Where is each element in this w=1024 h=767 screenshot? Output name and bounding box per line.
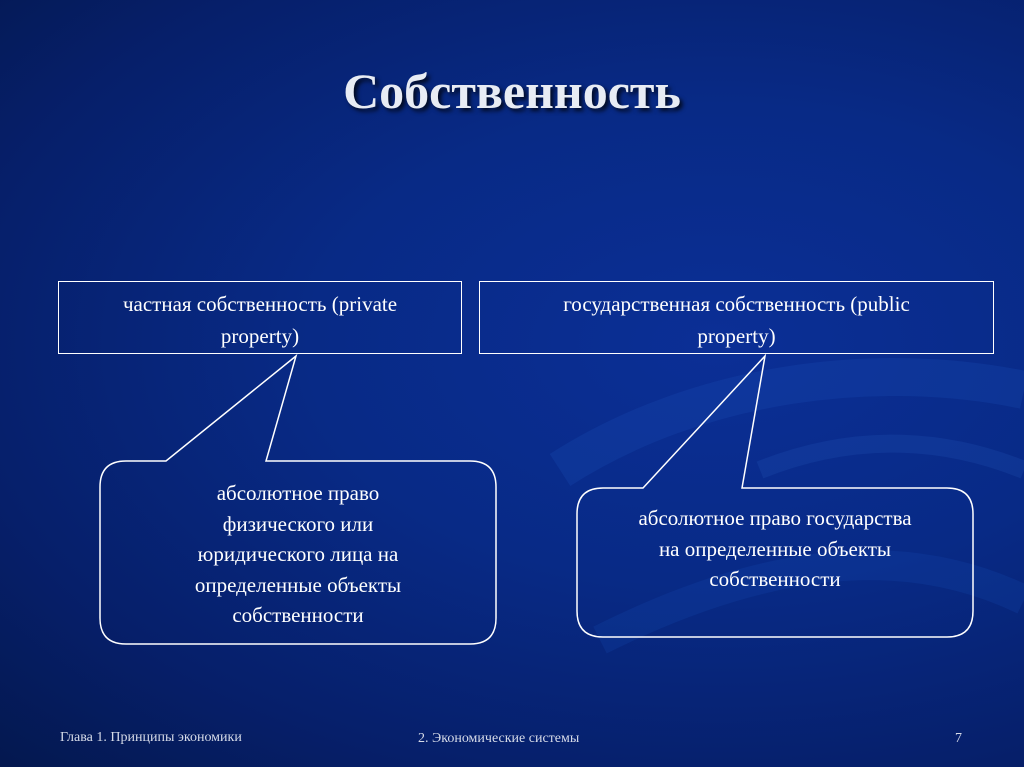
- private-property-label-line2: property): [220, 324, 300, 348]
- private-property-label-line1: частная собственность (private: [122, 292, 398, 316]
- private-definition-line: физического или: [222, 511, 374, 536]
- footer-page-number: 7: [955, 731, 962, 746]
- public-definition-callout-shape: [577, 356, 973, 637]
- footer-section: 2. Экономические системы: [418, 731, 580, 746]
- public-property-label-line2: property): [697, 324, 776, 348]
- slide-title: Собственность: [343, 63, 681, 119]
- public-definition-text: [577, 503, 973, 595]
- public-definition-line: абсолютное право государства: [638, 506, 912, 530]
- private-definition-line: определенные объекты: [194, 572, 402, 597]
- public-definition-line: на определенные объекты: [658, 536, 892, 561]
- footer-chapter: Глава 1. Принципы экономики: [60, 730, 242, 745]
- private-definition-line: собственности: [232, 603, 364, 627]
- public-property-label-line1: государственная собственность (public: [563, 292, 910, 316]
- private-definition-line: абсолютное право: [216, 481, 380, 505]
- private-definition-text: [100, 478, 496, 631]
- public-definition-line: собственности: [709, 567, 841, 591]
- private-definition-line: юридического лица на: [197, 542, 399, 566]
